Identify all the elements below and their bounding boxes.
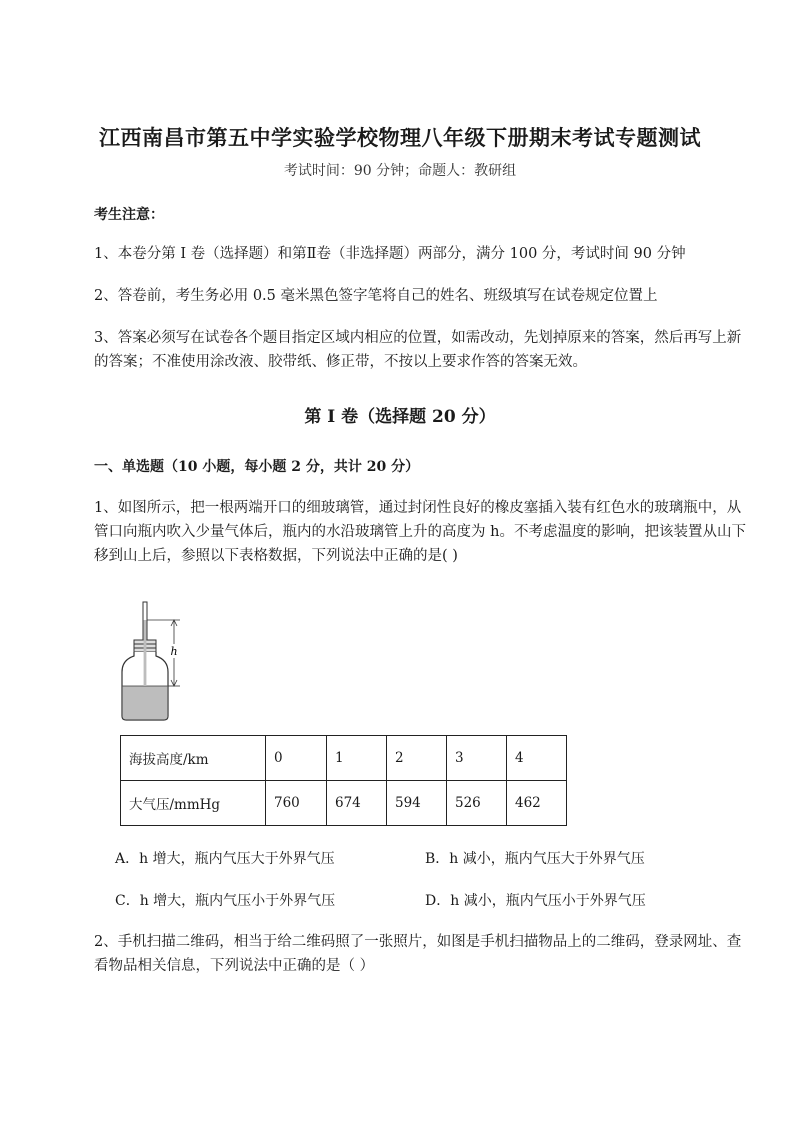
table-cell: 1 (327, 736, 387, 781)
altitude-pressure-table (120, 735, 567, 826)
notice-item-1: 1、本卷分第 I 卷（选择题）和第Ⅱ卷（非选择题）两部分，满分 100 分，考试时间 90 分钟 (94, 246, 686, 262)
table-cell: 526 (447, 781, 507, 826)
table-cell: 4 (507, 736, 567, 781)
notice-heading: 考生注意： (94, 207, 164, 223)
table-row (121, 736, 567, 781)
option-a[interactable]: A．h 增大，瓶内气压大于外界气压 (115, 851, 335, 867)
table-cell: 海拔高度/km (121, 736, 266, 781)
table-cell: 760 (266, 781, 327, 826)
question-1-text: 1、如图所示，把一根两端开口的细玻璃管，通过封闭性良好的橡皮塞插入装有红色水的玻璃瓶中，从管口向瓶内吹入少量气体后，瓶内的水沿玻璃管上升的高度为 h。不考虑温度的影响，把该装置从山下移到山上后，参照以下表格数据，下列说法中正确的是( ) (94, 500, 746, 564)
table-cell: 462 (507, 781, 567, 826)
option-b[interactable]: B．h 减小，瓶内气压大于外界气压 (425, 851, 645, 867)
table-cell: 674 (327, 781, 387, 826)
exam-title: 江西南昌市第五中学实验学校物理八年级下册期末考试专题测试 (99, 125, 701, 150)
table-cell: 2 (387, 736, 447, 781)
notice-item-3: 3、答案必须写在试卷各个题目指定区域内相应的位置，如需改动，先划掉原来的答案，然后再写上新的答案；不准使用涂改液、胶带纸、修正带，不按以上要求作答的答案无效。 (94, 330, 742, 370)
table-cell: 3 (447, 736, 507, 781)
exam-subtitle: 考试时间：90 分钟；命题人：教研组 (283, 163, 517, 179)
section-title: 第 I 卷（选择题 20 分） (304, 407, 496, 427)
option-d[interactable]: D．h 减小，瓶内气压小于外界气压 (425, 893, 646, 909)
table-cell: 594 (387, 781, 447, 826)
part-heading: 一、单选题（10 小题，每小题 2 分，共计 20 分） (94, 459, 420, 475)
table-row (121, 781, 567, 826)
question-2-text: 2、手机扫描二维码，相当于给二维码照了一张照片，如图是手机扫描物品上的二维码，登录网址、查看物品相关信息，下列说法中正确的是（ ） (94, 934, 742, 974)
option-c[interactable]: C．h 增大，瓶内气压小于外界气压 (115, 893, 336, 909)
table-cell: 大气压/mmHg (121, 781, 266, 826)
height-label: h (170, 645, 178, 658)
bottle-diagram (112, 600, 202, 725)
bottle-figure (112, 600, 202, 725)
table-cell: 0 (266, 736, 327, 781)
notice-item-2: 2、答卷前，考生务必用 0.5 毫米黑色签字笔将自己的姓名、班级填写在试卷规定位置上 (94, 288, 658, 304)
